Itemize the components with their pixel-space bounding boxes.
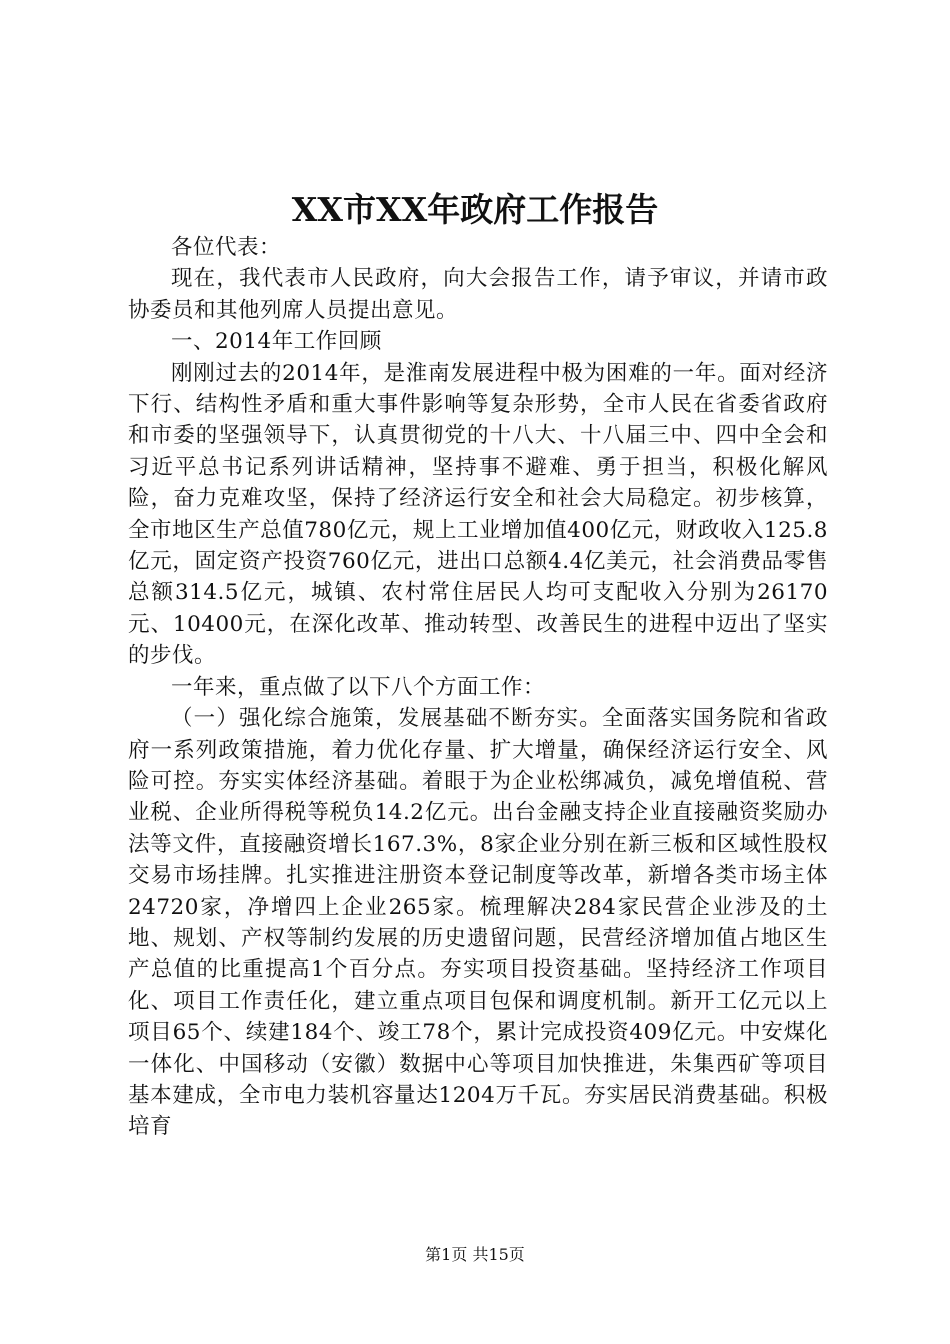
document-title: XX市XX年政府工作报告 [291,190,659,229]
paragraph-intro: 现在，我代表市人民政府，向大会报告工作，请予审议，并请市政协委员和其他列席人员提出意见。 [128,266,828,323]
section-heading: 一、2014年工作回顾 [171,329,382,355]
paragraph-summary-lead: 一年来，重点做了以下八个方面工作： [171,674,546,700]
paragraph-item-1: （一）强化综合施策，发展基础不断夯实。全面落实国务院和省政府一系列政策措施，着力优化存量、扩大增量，确保经济运行安全、风险可控。夯实实体经济基础。着眼于为企业松绑减负，减免增值税、营业税、企业所得税等税负14.2亿元。出台金融支持企业直接融资奖励办法等文件，直接融资增长167.3%，8家企业分别在新三板和区域性股权交易市场挂牌。扎实推进注册资本登记制度等改革，新增各类市场主体24720家，净增四上企业265家。梳理解决284家民营企业涉及的土地、规划、产权等制约发展的历史遗留问题，民营经济增加值占地区生产总值的比重提高1个百分点。夯实项目投资基础。坚持经济工作项目化、项目工作责任化，建立重点项目包保和调度机制。新开工亿元以上项目65个、续建184个、竣工78个，累计完成投资409亿元。中安煤化一体化、中国移动（安徽）数据中心等项目加快推进，朱集西矿等项目基本建成，全市电力装机容量达1204万千瓦。夯实居民消费基础。积极培育 [128,706,828,1140]
page-footer: 第1页 共15页 [425,1245,525,1264]
document-body [128,232,828,1143]
paragraph-review: 刚刚过去的2014年，是淮南发展进程中极为困难的一年。面对经济下行、结构性矛盾和重大事件影响等复杂形势，全市人民在省委省政府和市委的坚强领导下，认真贯彻党的十八大、十八届三中、四中全会和习近平总书记系列讲话精神，坚持事不避难、勇于担当，积极化解风险，奋力克难攻坚，保持了经济运行安全和社会大局稳定。初步核算，全市地区生产总值780亿元，规上工业增加值400亿元，财政收入125.8亿元，固定资产投资760亿元，进出口总额4.4亿美元，社会消费品零售总额314.5亿元，城镇、农村常住居民人均可支配收入分别为26170元、10400元，在深化改革、推动转型、改善民生的进程中迈出了坚实的步伐。 [128,360,828,669]
salutation: 各位代表： [171,235,282,260]
